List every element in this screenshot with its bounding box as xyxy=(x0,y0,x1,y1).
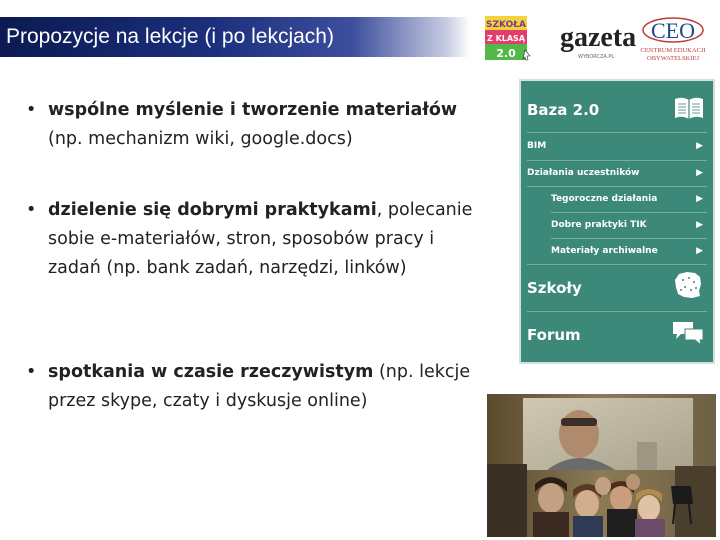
divider xyxy=(527,264,707,265)
classroom-videoconference-photo xyxy=(487,394,716,537)
arrow-right-icon: ▶ xyxy=(696,168,703,178)
menu-item-label: Dobre praktyki TIK xyxy=(551,220,647,230)
book-icon xyxy=(673,95,705,121)
arrow-right-icon: ▶ xyxy=(696,194,703,204)
menu-item-tegoroczne[interactable] xyxy=(551,194,707,204)
szkola-z-klasa-logo xyxy=(483,14,531,62)
bullet-dot: • xyxy=(26,100,37,120)
list-item xyxy=(26,358,518,416)
svg-text:CENTRUM EDUKACJI: CENTRUM EDUKACJI xyxy=(640,47,706,54)
title-bar xyxy=(0,17,470,57)
ceo-logo xyxy=(636,16,710,64)
menu-item-label: Tegoroczne działania xyxy=(551,194,658,204)
divider xyxy=(551,212,707,213)
bullet-dot: • xyxy=(26,362,37,382)
svg-text:Z KLASĄ: Z KLASĄ xyxy=(486,34,526,43)
svg-text:SZKOŁA: SZKOŁA xyxy=(486,20,526,30)
site-menu xyxy=(519,79,715,364)
menu-item-label: Materiały archiwalne xyxy=(551,246,658,256)
svg-text:CEO: CEO xyxy=(651,18,695,43)
menu-item-dobre-praktyki[interactable] xyxy=(551,220,707,230)
bullet-text: sobie e-materiałów, stron, sposobów pracy i xyxy=(48,229,435,249)
bullet-text-bold: wspólne myślenie i tworzenie materiałów xyxy=(48,100,458,120)
divider xyxy=(527,160,707,161)
divider xyxy=(551,238,707,239)
bullet-dot: • xyxy=(26,200,37,220)
gazeta-wyborcza-logo xyxy=(558,18,637,64)
list-item xyxy=(26,196,518,283)
menu-item-label: Działania uczestników xyxy=(527,168,640,178)
poland-map-icon xyxy=(673,270,703,300)
divider xyxy=(527,132,707,133)
svg-text:OBYWATELSKIEJ: OBYWATELSKIEJ xyxy=(647,55,699,62)
menu-item-forum[interactable] xyxy=(527,326,707,344)
chat-bubbles-icon xyxy=(671,320,705,346)
menu-item-bim[interactable] xyxy=(527,141,707,151)
arrow-right-icon: ▶ xyxy=(696,220,703,230)
bullet-text: (np. mechanizm wiki, google.docs) xyxy=(48,129,353,149)
arrow-right-icon: ▶ xyxy=(696,141,703,151)
menu-item-dzialania[interactable] xyxy=(527,168,707,178)
page-title: Propozycje na lekcje (i po lekcjach) xyxy=(6,25,334,48)
bullet-text: zadań (np. bank zadań, narzędzi, linków) xyxy=(48,258,407,278)
list-item xyxy=(26,96,518,154)
divider xyxy=(527,186,707,187)
menu-item-label: Szkoły xyxy=(527,279,582,297)
arrow-right-icon: ▶ xyxy=(696,246,703,256)
menu-item-baza[interactable] xyxy=(527,101,707,119)
divider xyxy=(527,311,707,312)
bullet-text-bold: spotkania w czasie rzeczywistym xyxy=(48,362,374,382)
bullet-text: , polecanie xyxy=(376,200,473,220)
menu-item-label: BIM xyxy=(527,141,547,151)
bullet-text-bold: dzielenie się dobrymi praktykami xyxy=(48,200,377,220)
svg-text:WYBORCZA.PL: WYBORCZA.PL xyxy=(578,54,615,60)
bullet-text: przez skype, czaty i dyskusje online) xyxy=(48,391,368,411)
menu-item-label: Baza 2.0 xyxy=(527,101,600,119)
menu-item-materialy[interactable] xyxy=(551,246,707,256)
menu-item-label: Forum xyxy=(527,326,581,344)
svg-text:gazeta: gazeta xyxy=(560,22,637,53)
menu-item-szkoly[interactable] xyxy=(527,279,707,297)
bullet-text: (np. lekcje xyxy=(373,362,471,382)
svg-text:2.0: 2.0 xyxy=(496,47,516,60)
